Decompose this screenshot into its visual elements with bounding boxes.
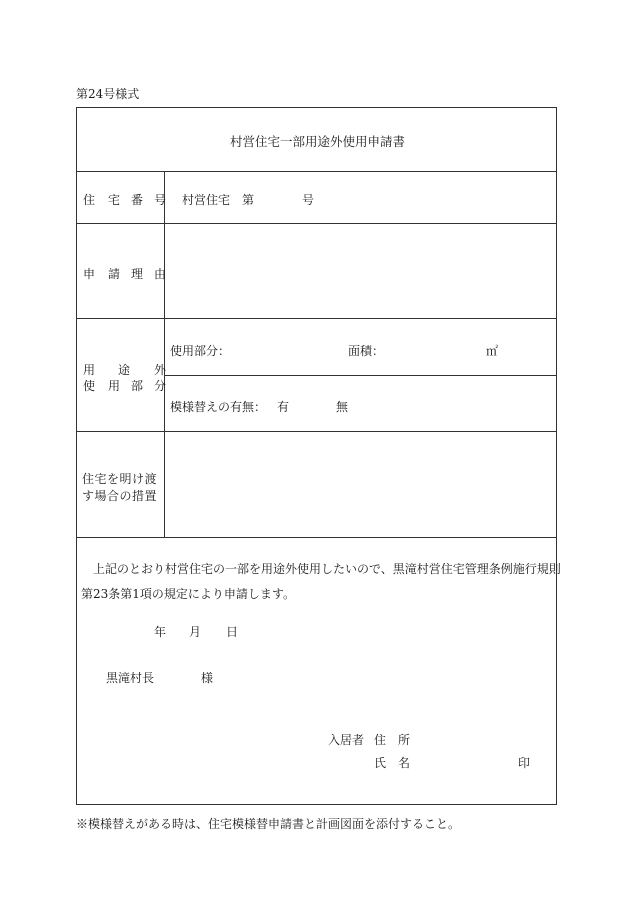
- applicant-address-label: 住 所: [374, 733, 411, 747]
- vacate-field[interactable]: [165, 432, 557, 537]
- remodel-yes-option[interactable]: 有: [277, 400, 290, 414]
- divider: [77, 318, 557, 319]
- remodel-label: 模様替えの有無：: [170, 400, 267, 414]
- statement-line2: 第23条第1項の規定により申請します。: [81, 587, 295, 601]
- divider: [164, 375, 557, 376]
- area-label: 面積：: [348, 344, 385, 358]
- date-year: 年: [154, 625, 167, 639]
- statement-line1: 上記のとおり村営住宅の一部を用途外使用したいので、黒滝村営住宅管理条例施行規則: [93, 562, 561, 576]
- vacate-label-line1: 住宅を明け渡: [82, 472, 158, 486]
- vacate-label-line2: す場合の措置: [82, 489, 158, 503]
- applicant-name-label: 氏 名: [374, 756, 411, 770]
- remodel-no-option[interactable]: 無: [336, 400, 349, 414]
- reason-field[interactable]: [165, 224, 557, 318]
- application-form: 村営住宅一部用途外使用申請書 住 宅 番 号 村営住宅 第 号 申 請 理 由 用 途 外 使 用 部 分 使用部分： 面積： ㎡ 模様替えの有無： 有 無 住宅を明け渡 す場合の措置 上記のとおり村営住宅の一部を用途外使用したいので、黒滝村営住宅管理条例施行規則 第23条第1項の規定により申請します。 年 月 日 黒滝村長 様 入居者 住 所 氏 名 印: [76, 107, 557, 805]
- date-month: 月: [189, 625, 202, 639]
- addressee-honorific: 様: [201, 671, 214, 685]
- seal-mark: 印: [518, 756, 531, 770]
- usage-part-label: 使用部分：: [170, 344, 231, 358]
- form-title: 村営住宅一部用途外使用申請書: [229, 134, 405, 149]
- addressee-name: 黒滝村長: [106, 671, 155, 685]
- area-unit: ㎡: [486, 344, 499, 358]
- date-day: 日: [226, 625, 239, 639]
- applicant-role: 入居者: [328, 733, 365, 747]
- house-number-suffix: 号: [302, 193, 315, 207]
- form-number-label: 第24号様式: [76, 87, 140, 101]
- house-number-prefix: 村営住宅 第: [182, 193, 255, 207]
- divider: [77, 171, 557, 172]
- footnote: ※模様替えがある時は、住宅模様替申請書と計画図面を添付すること。: [76, 817, 461, 831]
- divider: [77, 537, 557, 538]
